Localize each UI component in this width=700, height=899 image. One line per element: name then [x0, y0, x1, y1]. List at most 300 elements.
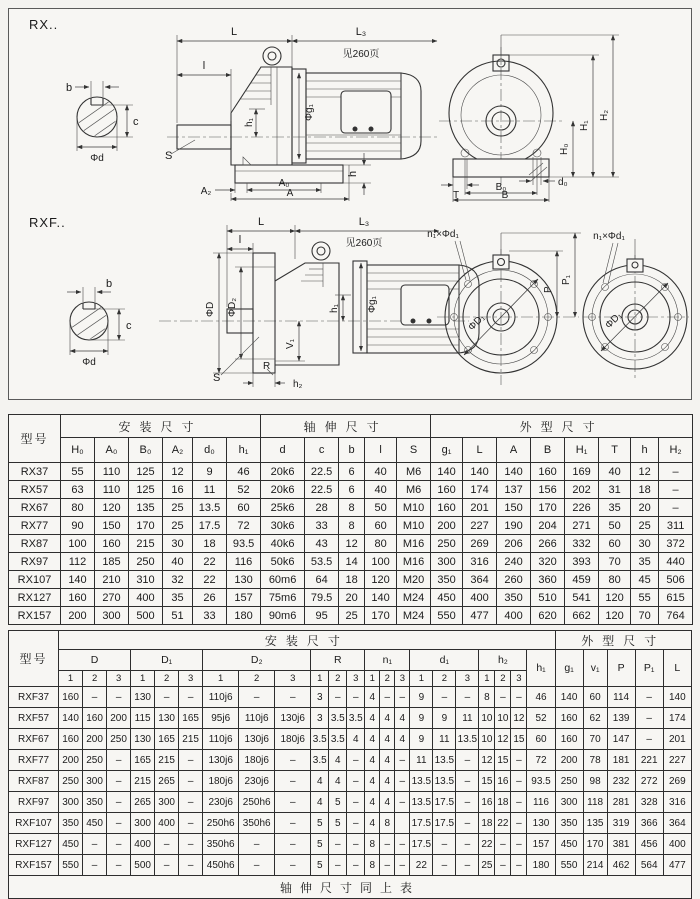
value-cell: 135 — [129, 499, 163, 517]
value-cell: 4 — [365, 687, 380, 708]
value-cell: 214 — [583, 855, 607, 876]
value-cell: 22 — [410, 855, 433, 876]
value-cell: 169 — [565, 463, 599, 481]
value-cell: – — [83, 834, 107, 855]
value-cell: 281 — [607, 792, 635, 813]
value-cell: 364 — [463, 571, 497, 589]
value-cell: 40 — [365, 481, 397, 499]
dim-label-R: R — [263, 361, 271, 372]
value-cell: 620 — [531, 607, 565, 625]
dim-label-S: S — [165, 150, 173, 162]
value-cell: 160 — [95, 535, 129, 553]
value-cell: 95j6 — [203, 708, 239, 729]
value-cell: 221 — [635, 750, 663, 771]
value-cell: 400 — [155, 813, 179, 834]
value-cell: – — [495, 687, 511, 708]
column-header-h1: h₁ — [527, 650, 555, 687]
value-cell: – — [155, 687, 179, 708]
value-cell: 17.5 — [410, 834, 433, 855]
value-cell: 160 — [431, 481, 463, 499]
value-cell: – — [107, 813, 131, 834]
value-cell: 79.5 — [305, 589, 339, 607]
value-cell: 12 — [163, 463, 193, 481]
size-index-header: 2 — [433, 671, 456, 687]
value-cell: – — [511, 855, 527, 876]
rx-series-title: RX.. — [29, 17, 59, 32]
value-cell: 110j6 — [239, 708, 275, 729]
value-cell: 130j6 — [239, 729, 275, 750]
value-cell: 3.5 — [329, 708, 347, 729]
value-cell: 4 — [329, 771, 347, 792]
model-cell: RXF87 — [9, 771, 59, 792]
value-cell: 25 — [339, 607, 365, 625]
value-cell: 4 — [311, 792, 329, 813]
model-cell: RX127 — [9, 589, 61, 607]
value-cell: 30k6 — [261, 517, 305, 535]
value-cell: – — [659, 463, 693, 481]
value-cell: – — [380, 855, 395, 876]
value-cell: – — [511, 750, 527, 771]
value-cell: 11 — [456, 708, 479, 729]
value-cell: 130 — [131, 687, 155, 708]
value-cell: 116 — [527, 792, 555, 813]
value-cell: 160 — [59, 729, 83, 750]
value-cell: 22 — [193, 571, 227, 589]
value-cell: 201 — [663, 729, 691, 750]
size-index-header: 2 — [495, 671, 511, 687]
value-cell: 8 — [339, 517, 365, 535]
value-cell: 269 — [663, 771, 691, 792]
value-cell: 4 — [365, 792, 380, 813]
value-cell: 35 — [599, 499, 631, 517]
value-cell: M10 — [397, 499, 431, 517]
value-cell: 350 — [59, 813, 83, 834]
value-cell: – — [511, 687, 527, 708]
rxf-flange-view-2 — [583, 231, 689, 381]
value-cell: 120 — [599, 589, 631, 607]
value-cell: 227 — [463, 517, 497, 535]
value-cell: 16 — [495, 771, 511, 792]
value-cell: 400 — [497, 607, 531, 625]
value-cell: 4 — [380, 792, 395, 813]
value-cell: – — [179, 687, 203, 708]
size-index-header: 3 — [456, 671, 479, 687]
value-cell: 310 — [129, 571, 163, 589]
value-cell: 300 — [95, 607, 129, 625]
value-cell: 160 — [431, 499, 463, 517]
dim-label-phi-D1: ΦD₁ — [466, 312, 488, 334]
value-cell: 25 — [163, 517, 193, 535]
dim-label-phi-g1: Φg₁ — [304, 104, 315, 121]
value-cell: 12 — [495, 729, 511, 750]
column-header-S: S — [397, 438, 431, 463]
value-cell: 265 — [155, 771, 179, 792]
size-index-header: 1 — [479, 671, 495, 687]
value-cell: 9 — [410, 708, 433, 729]
value-cell: – — [433, 687, 456, 708]
value-cell: 70 — [583, 729, 607, 750]
value-cell: 360 — [531, 571, 565, 589]
value-cell: 110 — [95, 481, 129, 499]
value-cell: 140 — [463, 463, 497, 481]
value-cell: 10 — [479, 708, 495, 729]
value-cell: 93.5 — [227, 535, 261, 553]
value-cell: 4 — [380, 750, 395, 771]
value-cell: – — [511, 792, 527, 813]
value-cell: 63 — [61, 481, 95, 499]
table-row — [9, 855, 692, 876]
value-cell: 125 — [129, 481, 163, 499]
model-cell: RX37 — [9, 463, 61, 481]
value-cell: 550 — [555, 855, 583, 876]
table-row — [9, 553, 693, 571]
value-cell: 4 — [380, 729, 395, 750]
value-cell: 300 — [555, 792, 583, 813]
value-cell: 70 — [599, 553, 631, 571]
model-cell: RX77 — [9, 517, 61, 535]
value-cell: 3.5 — [311, 729, 329, 750]
value-cell: – — [395, 792, 410, 813]
value-cell: 35 — [163, 589, 193, 607]
value-cell: – — [179, 792, 203, 813]
value-cell: – — [347, 771, 365, 792]
value-cell: 17.5 — [433, 813, 456, 834]
value-cell: 90 — [61, 517, 95, 535]
value-cell: 22 — [193, 553, 227, 571]
value-cell: 200 — [107, 708, 131, 729]
value-cell: 250 — [129, 553, 163, 571]
model-cell: RX57 — [9, 481, 61, 499]
value-cell: 80 — [365, 535, 397, 553]
value-cell: – — [347, 792, 365, 813]
dim-label-h2: h₂ — [293, 379, 303, 390]
model-cell: RXF37 — [9, 687, 59, 708]
value-cell: 40 — [599, 463, 631, 481]
table-row — [9, 517, 693, 535]
size-index-header: 2 — [83, 671, 107, 687]
dim-label-n1-phi-d1: n₁×Φd₁ — [593, 231, 625, 242]
value-cell: 12 — [339, 535, 365, 553]
column-header-g1: g₁ — [431, 438, 463, 463]
value-cell: 450 — [431, 589, 463, 607]
value-cell: 6 — [339, 481, 365, 499]
table-row — [9, 687, 692, 708]
value-cell: 46 — [227, 463, 261, 481]
value-cell: – — [380, 834, 395, 855]
value-cell: 300 — [59, 792, 83, 813]
value-cell: – — [495, 834, 511, 855]
value-cell: 72 — [227, 517, 261, 535]
value-cell: 210 — [95, 571, 129, 589]
value-cell: – — [635, 708, 663, 729]
dim-label-A0: A₀ — [278, 178, 290, 189]
model-cell: RXF57 — [9, 708, 59, 729]
table-row — [9, 771, 692, 792]
value-cell: 180j6 — [203, 771, 239, 792]
dim-label-phi-D2: ΦD₂ — [227, 297, 238, 317]
value-cell: M20 — [397, 571, 431, 589]
value-cell: – — [395, 687, 410, 708]
value-cell: 4 — [329, 750, 347, 771]
column-header-d: d — [261, 438, 305, 463]
model-cell: RX107 — [9, 571, 61, 589]
value-cell: 130 — [155, 708, 179, 729]
table-row — [9, 481, 693, 499]
value-cell: 10 — [495, 708, 511, 729]
value-cell: 165 — [179, 708, 203, 729]
rxf-shaft-section — [61, 278, 132, 368]
value-cell: 300 — [155, 792, 179, 813]
dim-label-phi-D: ΦD — [205, 301, 216, 317]
dim-label-c: c — [133, 116, 139, 128]
value-cell: 90m6 — [261, 607, 305, 625]
value-cell: 206 — [497, 535, 531, 553]
value-cell: 26 — [193, 589, 227, 607]
dim-label-S: S — [213, 372, 221, 384]
value-cell: 18 — [339, 571, 365, 589]
value-cell: 215 — [155, 750, 179, 771]
value-cell: 316 — [463, 553, 497, 571]
value-cell: – — [659, 499, 693, 517]
value-cell: 400 — [131, 834, 155, 855]
value-cell: 450 — [555, 834, 583, 855]
column-header-g1: g₁ — [555, 650, 583, 687]
value-cell: 4 — [365, 771, 380, 792]
value-cell: 250 — [59, 771, 83, 792]
dim-label-B0: B₀ — [495, 182, 507, 193]
value-cell: 12 — [631, 463, 659, 481]
value-cell: 72 — [527, 750, 555, 771]
dim-label-B: B — [501, 190, 509, 201]
value-cell: 60 — [365, 517, 397, 535]
value-cell: 50k6 — [261, 553, 305, 571]
outline-dims-group-header: 外型尺寸 — [555, 631, 691, 650]
value-cell: 160 — [531, 463, 565, 481]
value-cell: 16 — [163, 481, 193, 499]
value-cell: 564 — [635, 855, 663, 876]
column-header-h: h — [631, 438, 659, 463]
column-header-H0: H₀ — [61, 438, 95, 463]
dim-label-d0: d₀ — [558, 177, 568, 188]
value-cell: 62 — [583, 708, 607, 729]
value-cell: 55 — [631, 589, 659, 607]
dim-label-L3: L₃ — [358, 216, 370, 228]
value-cell: 150 — [95, 517, 129, 535]
dim-label-h: h — [347, 170, 359, 177]
value-cell: 100 — [61, 535, 95, 553]
value-cell: 364 — [663, 813, 691, 834]
value-cell: 250 — [555, 771, 583, 792]
value-cell: 170 — [583, 834, 607, 855]
value-cell: 25k6 — [261, 499, 305, 517]
value-cell: 4 — [365, 813, 380, 834]
rxf-side-view — [159, 216, 479, 390]
value-cell: 381 — [607, 834, 635, 855]
value-cell: 201 — [463, 499, 497, 517]
value-cell: 269 — [463, 535, 497, 553]
rxf-drawing — [9, 203, 691, 399]
value-cell: 98 — [583, 771, 607, 792]
value-cell: 130j6 — [203, 750, 239, 771]
size-index-header: 1 — [59, 671, 83, 687]
dim-label-l: l — [202, 60, 206, 72]
value-cell: – — [456, 771, 479, 792]
value-cell: 45 — [631, 571, 659, 589]
value-cell: 270 — [95, 589, 129, 607]
value-cell: 462 — [607, 855, 635, 876]
value-cell: – — [347, 687, 365, 708]
value-cell: – — [329, 855, 347, 876]
value-cell: 140 — [59, 708, 83, 729]
value-cell: – — [107, 792, 131, 813]
value-cell: 130 — [527, 813, 555, 834]
value-cell: 33 — [193, 607, 227, 625]
value-cell: – — [107, 687, 131, 708]
size-index-header: 3 — [275, 671, 311, 687]
value-cell: 3 — [311, 687, 329, 708]
value-cell: 50 — [599, 517, 631, 535]
size-index-header: 2 — [155, 671, 179, 687]
model-cell: RXF157 — [9, 855, 59, 876]
value-cell: – — [511, 834, 527, 855]
size-index-header: 1 — [131, 671, 155, 687]
rxf-table-body — [9, 687, 692, 876]
value-cell: 60 — [583, 687, 607, 708]
value-cell: 140 — [555, 687, 583, 708]
value-cell: 3.5 — [329, 729, 347, 750]
value-cell: 5 — [311, 813, 329, 834]
dim-label-H2: H₂ — [599, 109, 610, 121]
value-cell: – — [635, 687, 663, 708]
value-cell: 40 — [365, 463, 397, 481]
value-cell: – — [155, 855, 179, 876]
value-cell: – — [380, 687, 395, 708]
shaft-extension-group-header: 轴伸尺寸 — [261, 415, 431, 438]
column-header-H2: H₂ — [659, 438, 693, 463]
rxf-series-title: RXF.. — [29, 215, 66, 230]
column-header-P: P — [607, 650, 635, 687]
value-cell: 53.5 — [305, 553, 339, 571]
rxf-dimension-table — [8, 630, 692, 899]
value-cell: 170 — [365, 607, 397, 625]
value-cell: 764 — [659, 607, 693, 625]
table-row — [9, 535, 693, 553]
value-cell: 8 — [339, 499, 365, 517]
value-cell: – — [239, 834, 275, 855]
value-cell: – — [456, 687, 479, 708]
value-cell: 46 — [527, 687, 555, 708]
value-cell: 60 — [599, 535, 631, 553]
column-header-A0: A₀ — [95, 438, 129, 463]
value-cell: 55 — [61, 463, 95, 481]
value-cell: 11 — [410, 750, 433, 771]
value-cell: 459 — [565, 571, 599, 589]
value-cell: 52 — [227, 481, 261, 499]
value-cell: – — [107, 855, 131, 876]
value-cell: 9 — [410, 687, 433, 708]
value-cell: 456 — [635, 834, 663, 855]
value-cell: 300 — [131, 813, 155, 834]
size-index-header: 3 — [179, 671, 203, 687]
value-cell: 110 — [95, 463, 129, 481]
value-cell: 4 — [380, 708, 395, 729]
value-cell: 250 — [107, 729, 131, 750]
value-cell: – — [456, 750, 479, 771]
value-cell: 450 — [83, 813, 107, 834]
value-cell: 4 — [380, 771, 395, 792]
value-cell: 366 — [635, 813, 663, 834]
value-cell: 140 — [61, 571, 95, 589]
dim-label-L: L — [230, 26, 238, 38]
value-cell: – — [155, 834, 179, 855]
value-cell: M16 — [397, 553, 431, 571]
subgroup-header-h2: h₂ — [479, 650, 527, 671]
value-cell: 139 — [607, 708, 635, 729]
value-cell: 8 — [380, 813, 395, 834]
value-cell: 271 — [565, 517, 599, 535]
table-row — [9, 729, 692, 750]
value-cell: 266 — [531, 535, 565, 553]
value-cell: 250h6 — [239, 792, 275, 813]
value-cell: 4 — [365, 729, 380, 750]
value-cell: 18 — [479, 813, 495, 834]
value-cell: 115 — [131, 708, 155, 729]
value-cell: 22.5 — [305, 463, 339, 481]
size-index-header: 3 — [395, 671, 410, 687]
value-cell: – — [275, 771, 311, 792]
dim-label-c: c — [126, 320, 132, 332]
value-cell: 80 — [599, 571, 631, 589]
value-cell: – — [433, 855, 456, 876]
value-cell: 11 — [193, 481, 227, 499]
value-cell: 114 — [607, 687, 635, 708]
column-header-A2: A₂ — [163, 438, 193, 463]
value-cell: 12 — [479, 750, 495, 771]
technical-drawings-panel — [8, 8, 692, 400]
value-cell: 35 — [631, 553, 659, 571]
value-cell: 40k6 — [261, 535, 305, 553]
value-cell: 550 — [431, 607, 463, 625]
value-cell: 13.5 — [193, 499, 227, 517]
value-cell: 5 — [311, 834, 329, 855]
value-cell: – — [239, 855, 275, 876]
value-cell: 319 — [607, 813, 635, 834]
value-cell: 17.5 — [410, 813, 433, 834]
table-row — [9, 708, 692, 729]
value-cell: 350h6 — [203, 834, 239, 855]
value-cell: 8 — [479, 687, 495, 708]
value-cell: 4 — [311, 771, 329, 792]
value-cell: 316 — [663, 792, 691, 813]
value-cell: 5 — [329, 813, 347, 834]
value-cell: – — [433, 834, 456, 855]
size-index-header: 1 — [203, 671, 239, 687]
value-cell: 60 — [227, 499, 261, 517]
value-cell: 40 — [163, 553, 193, 571]
value-cell: 5 — [329, 792, 347, 813]
value-cell: 3.5 — [347, 708, 365, 729]
value-cell: 156 — [531, 481, 565, 499]
value-cell: 393 — [565, 553, 599, 571]
value-cell: 440 — [659, 553, 693, 571]
see-page-note: 见260页 — [342, 49, 380, 60]
dim-label-L: L — [257, 216, 265, 228]
value-cell: 28 — [305, 499, 339, 517]
value-cell: 350 — [431, 571, 463, 589]
value-cell: – — [275, 834, 311, 855]
size-index-header: 3 — [347, 671, 365, 687]
value-cell: 6 — [339, 463, 365, 481]
